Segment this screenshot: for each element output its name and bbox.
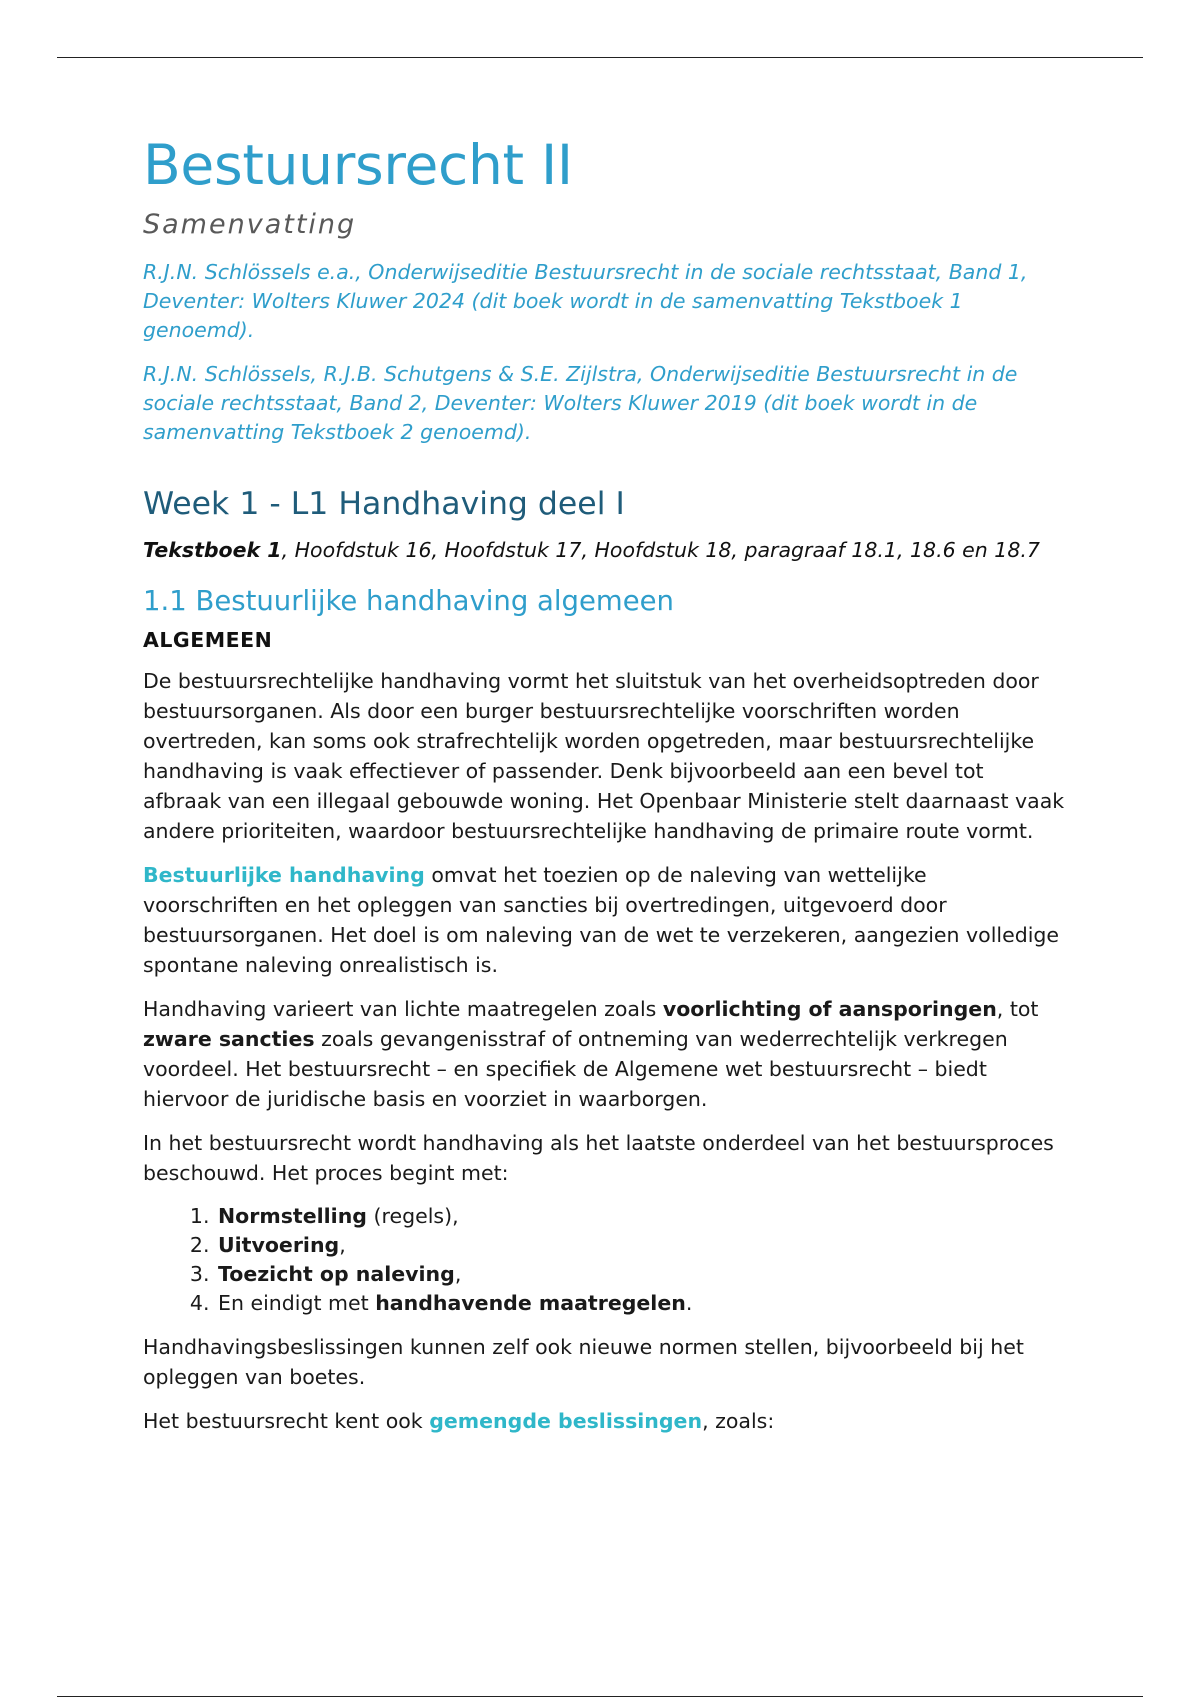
book-name: Tekstboek 1 [143, 537, 282, 562]
paragraph-3-bold-2: zware sancties [143, 1026, 315, 1051]
section-heading: 1.1 Bestuurlijke handhaving algemeen [143, 584, 674, 617]
list-item-post: , [454, 1261, 462, 1286]
chapter-references [143, 536, 1068, 564]
reference-1: R.J.N. Schlössels e.a., Onderwijseditie Bestuursrecht in de sociale rechtsstaat, Band 1, Deventer: Wolters Kluwer 2024 (dit boek wordt in de samenvatting Tekstboek 1 genoemd). [143, 260, 1028, 342]
list-item-post: , [339, 1232, 346, 1257]
document-body [143, 133, 1068, 1436]
keyword-term: Bestuurlijke handhaving [143, 862, 425, 887]
chapter-list: , Hoofdstuk 16, Hoofdstuk 17, Hoofdstuk 18, paragraaf 18.1, 18.6 en 18.7 [281, 537, 1040, 562]
paragraph-6-text-b: , zoals: [702, 1408, 775, 1433]
week-heading: Week 1 - L1 Handhaving deel I [143, 486, 625, 522]
list-item-pre: En eindigt met [218, 1290, 376, 1315]
list-item-bold: Toezicht op naleving [218, 1261, 455, 1286]
section-subheading: ALGEMEEN [143, 627, 273, 652]
document-subtitle: Samenvatting [143, 209, 357, 240]
paragraph-6-text-a: Het bestuursrecht kent ook [143, 1408, 430, 1433]
list-item-bold: Uitvoering [218, 1232, 340, 1257]
paragraph-3-text-c: , tot [996, 996, 1039, 1021]
keyword-term: gemengde beslissingen [429, 1408, 703, 1433]
paragraph-3-text-d: zoals gevangenisstraf of ontneming van wederrechtelijk verkregen voordeel. Het bestuursrecht – en specifiek de Algemene wet bestuursrecht – biedt hiervoor de juridische basis en voorziet in waarborgen. [143, 1026, 1008, 1111]
document-title: Bestuursrecht II [143, 133, 573, 197]
footer-rule [57, 1696, 1143, 1697]
list-item-post: . [685, 1290, 693, 1315]
header-rule [57, 57, 1143, 58]
list-item [216, 1260, 1068, 1289]
list-item-post: (regels), [366, 1203, 459, 1228]
paragraph-3-bold-1: voorlichting of aansporingen [662, 996, 997, 1021]
paragraph-3 [143, 994, 1068, 1114]
paragraph-5: Handhavingsbeslissingen kunnen zelf ook nieuwe normen stellen, bijvoorbeeld bij het opleggen van boetes. [143, 1334, 1024, 1389]
paragraph-2 [143, 860, 1068, 980]
paragraph-3-text-a: Handhaving varieert van lichte maatregelen zoals [143, 996, 663, 1021]
list-item [216, 1231, 1068, 1260]
paragraph-4: In het bestuursrecht wordt handhaving als het laatste onderdeel van het bestuursproces beschouwd. Het proces begint met: [143, 1130, 1054, 1185]
process-steps-list [143, 1202, 1068, 1318]
paragraph-2-text: omvat het toezien op de naleving van wettelijke voorschriften en het opleggen van sancties bij overtredingen, uitgevoerd door bestuursorganen. Het doel is om naleving van de wet te verzekeren, aangezien volledige spontane naleving onrealistisch is. [143, 862, 1060, 977]
paragraph-1: De bestuursrechtelijke handhaving vormt het sluitstuk van het overheidsoptreden door bestuursorganen. Als door een burger bestuursrechtelijke voorschriften worden overtreden, kan soms ook strafrechtelijk worden opgetreden, maar bestuursrechtelijke handhaving is vaak effectiever of passender. Denk bijvoorbeeld aan een bevel tot afbraak van een illegaal gebouwde woning. Het Openbaar Ministerie stelt daarnaast vaak andere prioriteiten, waardoor bestuursrechtelijke handhaving de primaire route vormt. [143, 668, 1065, 843]
list-item-bold: Normstelling [218, 1203, 367, 1228]
list-item [216, 1202, 1068, 1231]
list-item-bold: handhavende maatregelen [375, 1290, 686, 1315]
list-item [216, 1289, 1068, 1318]
paragraph-6 [143, 1406, 1068, 1436]
reference-2: R.J.N. Schlössels, R.J.B. Schutgens & S.E. Zijlstra, Onderwijseditie Bestuursrecht in de sociale rechtsstaat, Band 2, Deventer: Wolters Kluwer 2019 (dit boek wordt in de samenvatting Tekstboek 2 genoemd). [143, 362, 1018, 444]
